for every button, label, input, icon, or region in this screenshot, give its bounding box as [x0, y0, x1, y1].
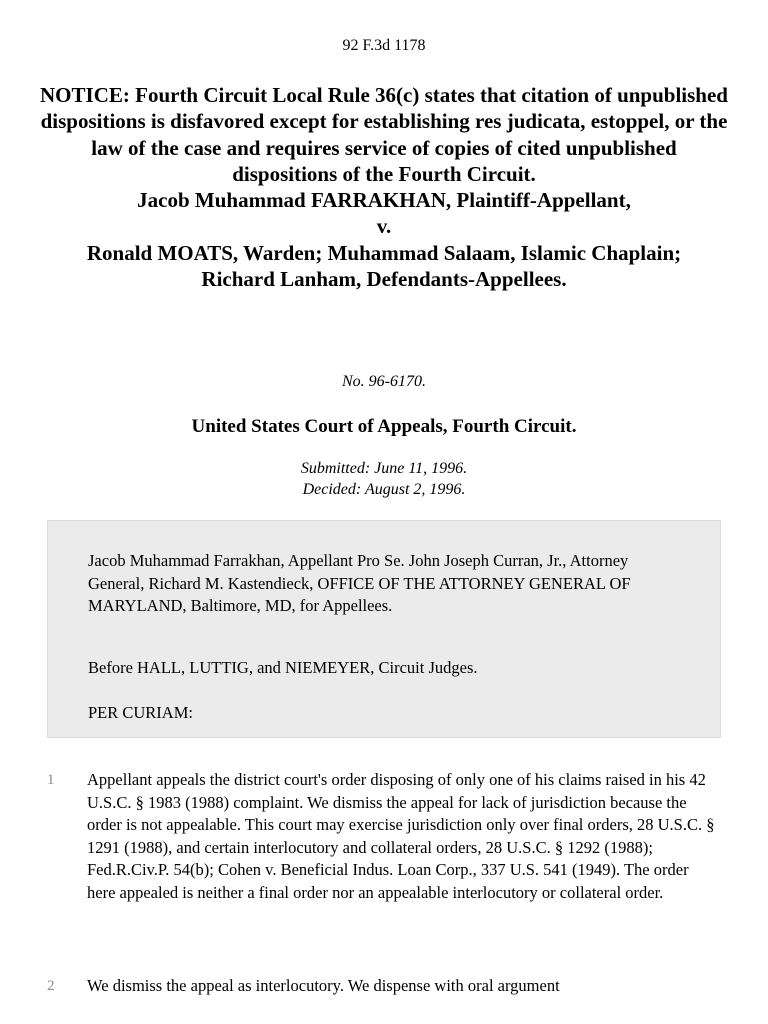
- counsel-text: Jacob Muhammad Farrakhan, Appellant Pro Se. John Joseph Curran, Jr., Attorney General, Richard M. Kastendieck, OFFICE OF THE ATTORNEY GENERAL OF MARYLAND, Baltimore, MD, for Appellees.: [88, 551, 631, 615]
- paragraph-text: Appellant appeals the district court's order disposing of only one of his claims raised in his 42 U.S.C. § 1983 (1988) complaint. We dismiss the appeal for lack of jurisdiction because the order is not appealable. This court may exercise jurisdiction only over final orders, 28 U.S.C. § 1291 (1988), and certain interlocutory and collateral orders, 28 U.S.C. § 1292 (1988); Fed.R.Civ.P. 54(b); Cohen v. Beneficial Indus. Loan Corp., 337 U.S. 541 (1949). The order here appealed is neither a final order nor an appealable interlocutory or collateral order.: [87, 770, 715, 902]
- panel-text: Before HALL, LUTTIG, and NIEMEYER, Circuit Judges.: [88, 658, 478, 677]
- paragraph-number: 2: [47, 978, 55, 994]
- defendants-line-2: Richard Lanham, Defendants-Appellees.: [201, 267, 567, 292]
- plaintiff-line: Jacob Muhammad FARRAKHAN, Plaintiff-Appellant,: [137, 188, 631, 213]
- case-caption: [40, 82, 728, 292]
- docket-number: No. 96-6170.: [342, 373, 426, 390]
- notice-text: NOTICE: Fourth Circuit Local Rule 36(c) states that citation of unpublished dispositions is disfavored except for establishing res judicata, estoppel, or the law of the case and requires service of copies of cited unpublished dispositions of the Fourth Circuit.: [40, 83, 728, 186]
- per-curiam: PER CURIAM:: [88, 703, 193, 722]
- submitted-date: Submitted: June 11, 1996.: [300, 460, 468, 477]
- versus-line: v.: [376, 214, 392, 239]
- defendants-line: Ronald MOATS, Warden; Muhammad Salaam, Islamic Chaplain;: [86, 240, 682, 265]
- paragraph-text: We dismiss the appeal as interlocutory. We dispense with oral argument: [87, 976, 560, 995]
- case-dates: [0, 458, 768, 500]
- court-name: United States Court of Appeals, Fourth Circuit.: [191, 416, 577, 437]
- citation: 92 F.3d 1178: [342, 37, 426, 54]
- paragraph-number: 1: [47, 772, 55, 788]
- counsel-box: [47, 520, 721, 738]
- decided-date: Decided: August 2, 1996.: [302, 481, 466, 498]
